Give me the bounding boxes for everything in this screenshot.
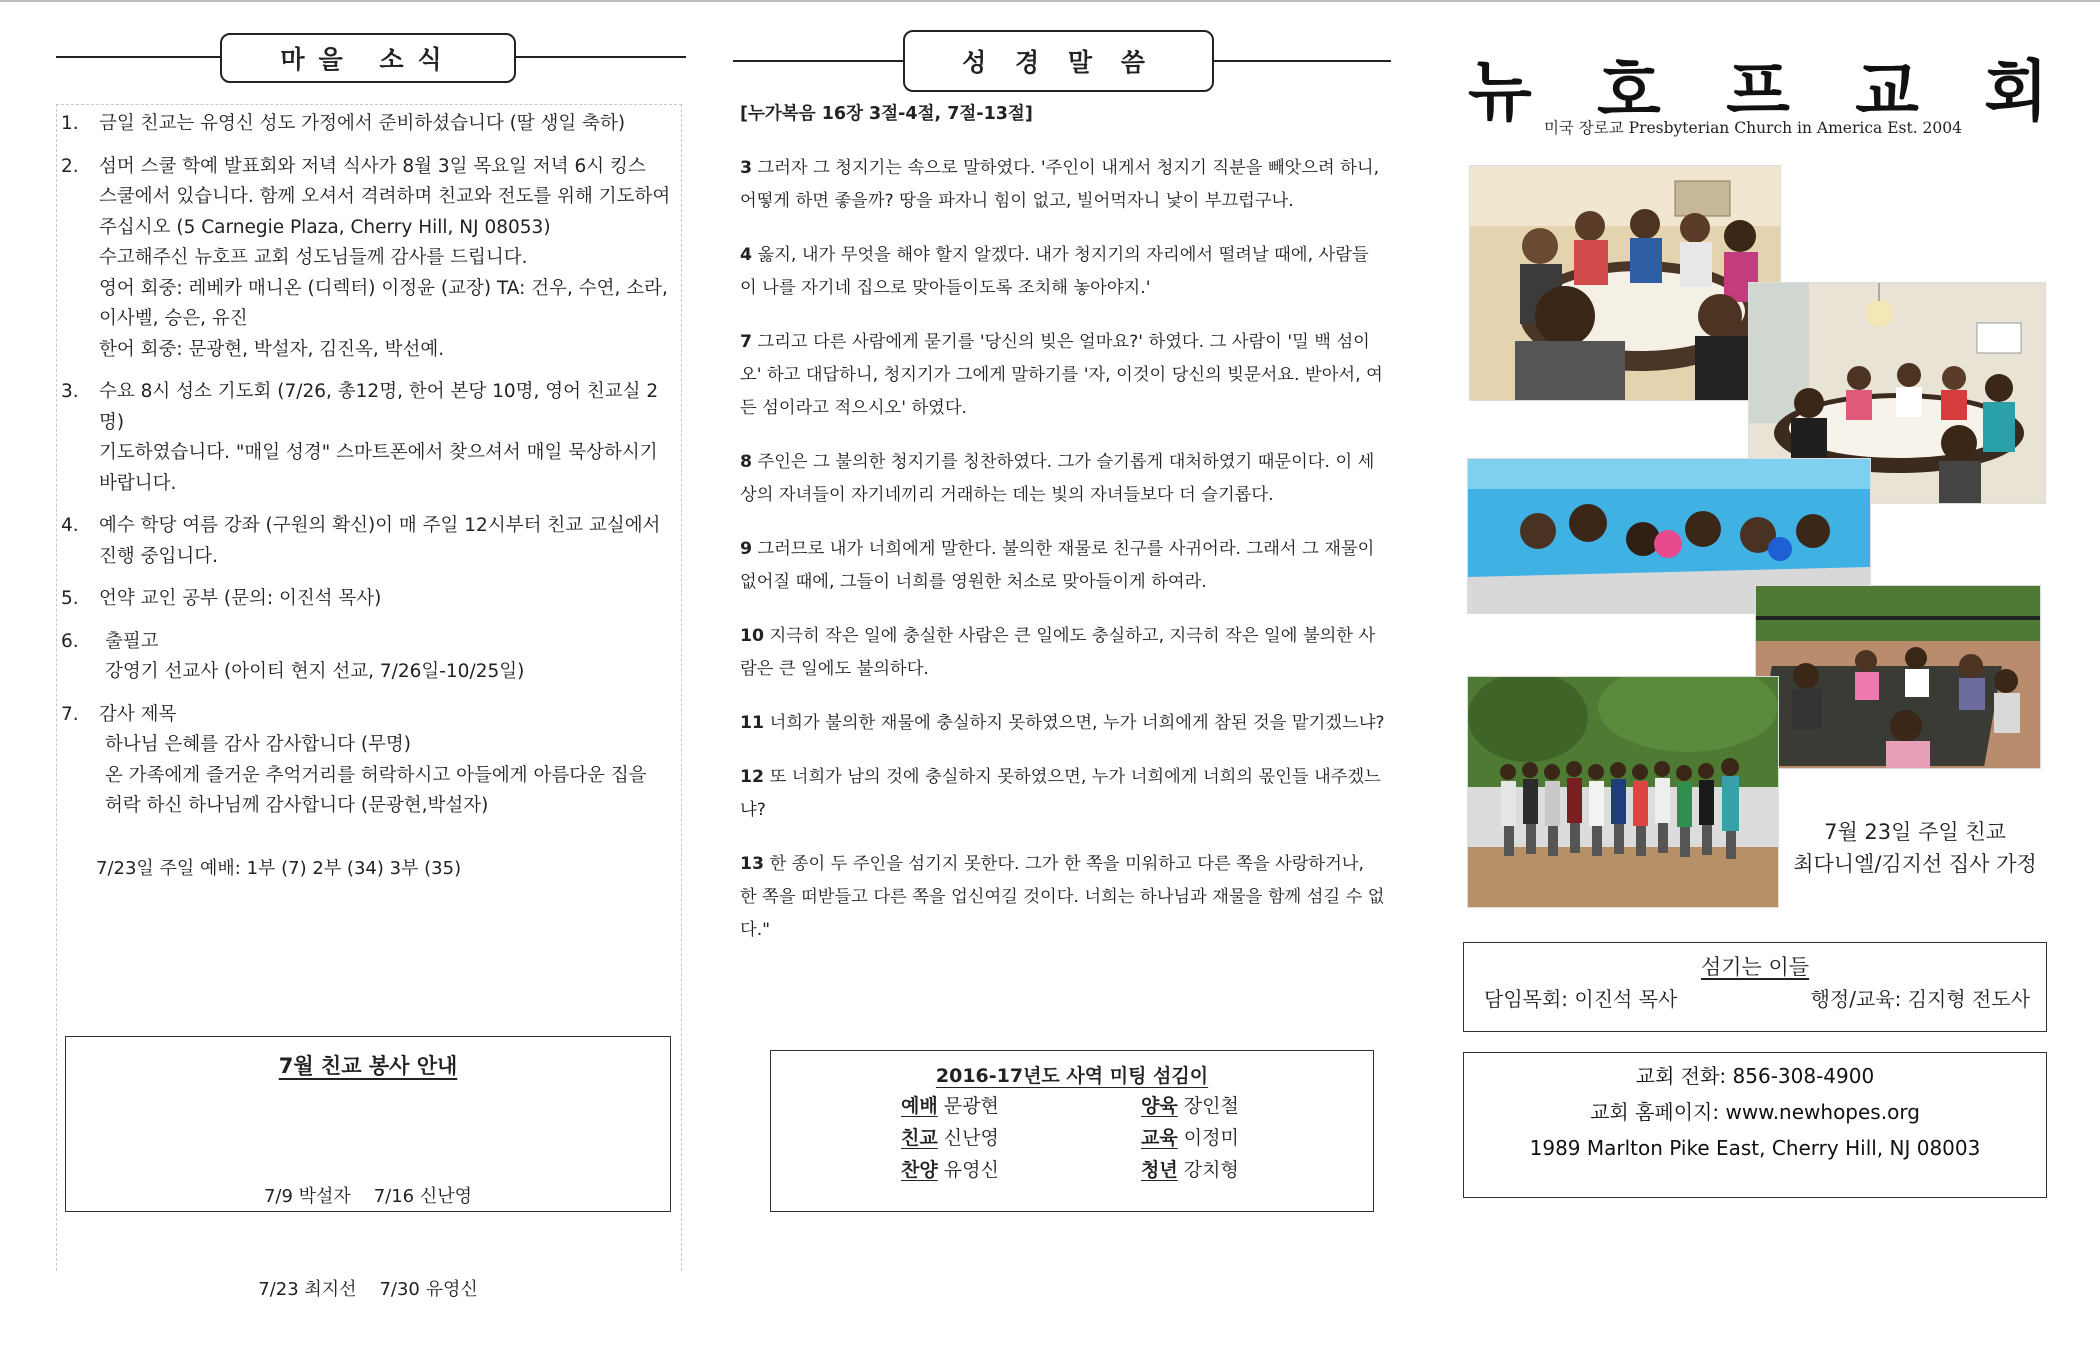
item-line: 영어 회중: 레베카 매니온 (디렉터) 이정윤 (교장) TA: 건우, 수연, 소라,: [99, 277, 668, 299]
item-number: 7.: [61, 703, 79, 725]
village-news-title: 마을 소식: [280, 45, 456, 74]
fellowship-row: 7/23 최지선 7/30 유영신: [258, 1279, 478, 1300]
church-name-char: 뉴: [1468, 53, 1532, 130]
verse-text: 그리고 다른 사람에게 묻기를 '당신의 빚은 얼마요?' 하였다. 그 사람이 '밀 백 섬이오' 하고 대답하니, 청지기가 그에게 말하기를 '자, 이것이 당신의 빚문서요. 받아서, 여든 섬이라고 적으시오' 하였다.: [740, 332, 1383, 418]
ministry-box: [770, 1050, 1374, 1212]
item-line: 수요 8시 성소 기도회 (7/26, 총12명, 한어 본당 10명, 영어 친교실 2명): [99, 381, 659, 433]
ministry-row: [901, 1091, 999, 1118]
servants-title: 섬기는 이들: [1700, 955, 1810, 979]
verse-number: 11: [740, 713, 765, 733]
scripture-reference: [누가복음 16장 3절-4절, 7절-13절]: [740, 104, 1033, 124]
item-line: 한어 회중: 문광현, 박설자, 김진옥, 박선예.: [99, 338, 445, 360]
item-number: 6.: [61, 630, 79, 652]
verse-number: 4: [740, 245, 753, 265]
ministry-title: 2016-17년도 사역 미팅 섬김이: [935, 1065, 1209, 1087]
contact-box: [1463, 1052, 2047, 1198]
item-line: 감사 제목: [99, 703, 177, 725]
dinner-photo-1: [1469, 165, 1781, 401]
item-line: 스쿨에서 있습니다. 함께 오셔서 격려하며 친교와 전도를 위해 기도하여: [99, 186, 671, 207]
verse-number: 10: [740, 626, 765, 646]
ministry-row: [1141, 1123, 1239, 1150]
verse-text: 그러자 그 청지기는 속으로 말하였다. '주인이 내게서 청지기 직분을 빼앗으려 하니, 어떻게 하면 좋을까? 땅을 파자니 힘이 없고, 빌어먹자니 낯이 부끄럽구나.: [740, 158, 1380, 211]
servants-box: [1463, 942, 2047, 1032]
verse: [740, 533, 1385, 599]
item-line: 주십시오 (5 Carnegie Plaza, Cherry Hill, NJ 08053): [99, 216, 551, 238]
ministry-role: 찬양: [901, 1159, 938, 1181]
list-item: [59, 109, 677, 140]
verse-number: 7: [740, 332, 753, 352]
verse-number: 8: [740, 452, 753, 472]
church-name-char: 프: [1726, 53, 1790, 130]
verse-text: 지극히 작은 일에 충실한 사람은 큰 일에도 충실하고, 지극히 작은 일에 불의한 사람은 큰 일에도 불의하다.: [740, 626, 1376, 679]
ministry-role: 교육: [1141, 1127, 1178, 1149]
fellowship-row: 7/9 박설자 7/16 신난영: [263, 1186, 473, 1207]
ministry-role: 예배: [901, 1095, 938, 1117]
church-address: 1989 Marlton Pike East, Cherry Hill, NJ 08003: [1529, 1136, 1981, 1160]
list-item: [59, 377, 677, 499]
church-name-char: 교: [1855, 53, 1919, 130]
fellowship-title: 7월 친교 봉사 안내: [278, 1054, 458, 1078]
photo-caption-host: 최다니엘/김지선 집사 가정: [1793, 852, 2037, 876]
item-number: 3.: [61, 381, 79, 402]
village-news-header: [220, 33, 516, 83]
ministry-name: 강치형: [1183, 1159, 1239, 1181]
church-name-char: 회: [1984, 53, 2048, 130]
verse: [740, 707, 1385, 740]
item-number: 5.: [61, 588, 79, 609]
ministry-name: 장인철: [1183, 1095, 1239, 1117]
item-line: 이사벨, 승은, 유진: [99, 308, 248, 329]
patio-photo: [1755, 585, 2041, 769]
verse: [740, 848, 1385, 947]
ministry-name: 신난영: [943, 1127, 999, 1149]
item-number: 1.: [61, 113, 79, 134]
ministry-role: 청년: [1141, 1159, 1178, 1181]
list-item: [59, 152, 677, 366]
ministry-row: [1141, 1091, 1239, 1118]
ministry-name: 문광현: [943, 1095, 999, 1117]
verse-number: 9: [740, 539, 753, 559]
item-line: 진행 중입니다.: [99, 545, 218, 567]
admin-line: 행정/교육: 김지형 전도사: [1810, 987, 2030, 1011]
group-photo: [1467, 676, 1779, 908]
ministry-role: 친교: [901, 1127, 938, 1149]
item-line: 금일 친교는 유영신 성도 가정에서 준비하셨습니다 (딸 생일 축하): [99, 113, 626, 134]
verse-text: 그러므로 내가 너희에게 말한다. 불의한 재물로 친구를 사귀어라. 그래서 그 재물이 없어질 때에, 그들이 너희를 영원한 처소로 맞아들이게 하여라.: [740, 539, 1375, 592]
verse-text: 주인은 그 불의한 청지기를 칭찬하였다. 그가 슬기롭게 대처하였기 때문이다. 이 세상의 자녀들이 자기네끼리 거래하는 데는 빛의 자녀들보다 더 슬기롭다.: [740, 452, 1375, 505]
pastor-line: 담임목회: 이진석 목사: [1484, 987, 1678, 1011]
list-item: [59, 627, 677, 688]
item-line: 예수 학당 여름 강좌 (구원의 확신)이 매 주일 12시부터 친교 교실에서: [99, 515, 661, 536]
verse-number: 13: [740, 854, 765, 874]
verse: [740, 326, 1385, 425]
verse: [740, 620, 1385, 686]
news-list: [59, 109, 677, 834]
photo-caption-date: 7월 23일 주일 친교: [1824, 820, 2006, 844]
church-subtitle: 미국 장로교 Presbyterian Church in America Est. 2004: [1543, 119, 1962, 137]
item-line: 출필고: [105, 630, 159, 652]
ministry-row: [901, 1123, 999, 1150]
verse-text: 또 너희가 남의 것에 충실하지 못하였으면, 누가 너희에게 너희의 몫인들 내주겠느냐?: [740, 767, 1381, 820]
item-line: 바랍니다.: [99, 472, 177, 494]
item-line: 섬머 스쿨 학예 발표회와 저녁 식사가 8월 3일 목요일 저녁 6시 킹스: [99, 155, 646, 177]
ministry-row: [901, 1155, 999, 1182]
scripture-title: 성 경 말 씀: [962, 48, 1155, 77]
verse: [740, 152, 1385, 218]
item-line: 강영기 선교사 (아이티 현지 선교, 7/26일-10/25일): [105, 661, 525, 682]
ministry-name: 유영신: [943, 1159, 999, 1181]
verse-text: 한 종이 두 주인을 섬기지 못한다. 그가 한 쪽을 미워하고 다른 쪽을 사랑하거나, 한 쪽을 떠받들고 다른 쪽을 업신여길 것이다. 너희는 하나님과 재물을 함께 섬길 수 없다.": [740, 854, 1385, 940]
verse: [740, 761, 1385, 827]
church-name-char: 호: [1597, 53, 1661, 130]
verse-text: 옳지, 내가 무엇을 해야 할지 알겠다. 내가 청지기의 자리에서 떨려날 때에, 사람들이 나를 자기네 집으로 맞아들이도록 조치해 놓아야지.': [740, 245, 1369, 298]
item-line: 기도하였습니다. "매일 성경" 스마트폰에서 찾으셔서 매일 묵상하시기: [99, 442, 658, 463]
item-line: 온 가족에게 즐거운 추억거리를 허락하시고 아들에게 아름다운 집을: [105, 764, 647, 786]
list-item: [59, 584, 677, 615]
top-rule: [0, 0, 2100, 2]
item-line: 하나님 은혜를 감사 감사합니다 (무명): [105, 734, 412, 755]
list-item: [59, 700, 677, 822]
verse: [740, 239, 1385, 305]
verse-number: 3: [740, 158, 753, 178]
verse-list: [740, 152, 1385, 968]
item-number: 2.: [61, 155, 79, 177]
item-number: 4.: [61, 515, 79, 536]
item-line: 수고해주신 뉴호프 교회 성도님들께 감사를 드립니다.: [99, 247, 528, 268]
church-phone: 교회 전화: 856-308-4900: [1635, 1064, 1875, 1088]
scripture-header: [903, 30, 1214, 92]
item-line: 허락 하신 하나님께 감사합니다 (문광현,박설자): [105, 795, 489, 816]
ministry-name: 이정미: [1183, 1127, 1239, 1149]
ministry-role: 양육: [1141, 1095, 1178, 1117]
ministry-row: [1141, 1155, 1239, 1182]
worship-attendance: 7/23일 주일 예배: 1부 (7) 2부 (34) 3부 (35): [96, 858, 462, 879]
church-homepage: 교회 홈페이지: www.newhopes.org: [1590, 1100, 1920, 1124]
item-line: 언약 교인 공부 (문의: 이진석 목사): [99, 588, 382, 609]
verse-text: 너희가 불의한 재물에 충실하지 못하였으면, 누가 너희에게 참된 것을 맡기겠느냐?: [769, 713, 1385, 733]
verse-number: 12: [740, 767, 765, 787]
fellowship-schedule-box: [65, 1036, 671, 1300]
list-item: [59, 511, 677, 572]
verse: [740, 446, 1385, 512]
